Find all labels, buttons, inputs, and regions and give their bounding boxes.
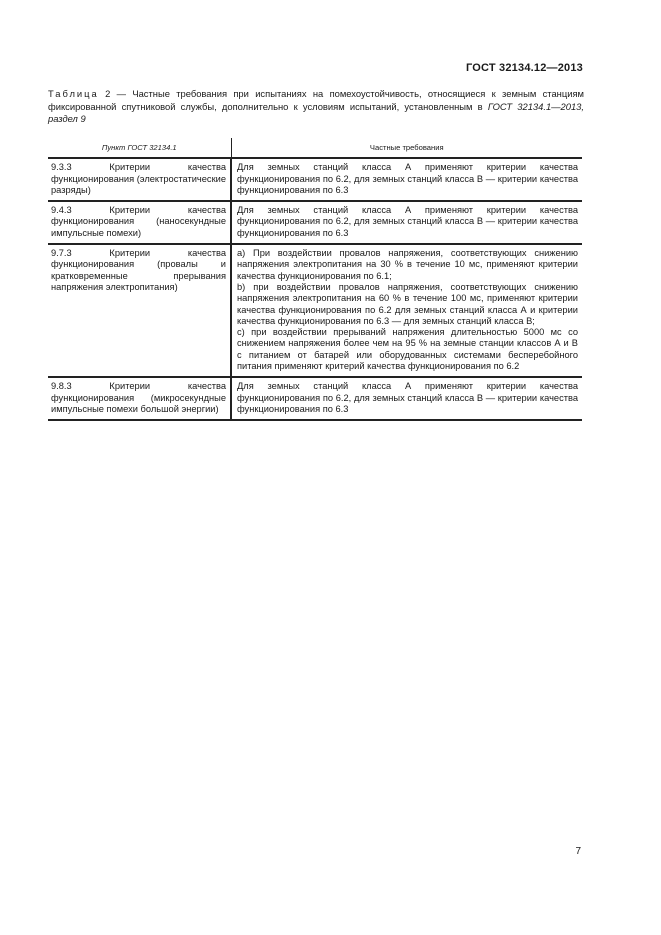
- requirement-item-b: b) при воздействии провалов напряжения, соответствующих снижению напряжения электропитания на 60 % в течение 100 мс, применяют критерии качества функционирования по 6.2 для земных станций класса А и критерии качества функционирования по 6.3 — для земных станций класса В;: [237, 281, 578, 326]
- table-row: [48, 158, 582, 201]
- requirement-text: Для земных станций класса А применяют критерии качества функционирования по 6.2, для земных станций класса В — критерии качества функционирования по 6.3: [237, 162, 578, 195]
- requirements-cell: [231, 201, 582, 244]
- clause-cell: 9.8.3 Критерии качества функционирования (микросекундные импульсные помехи большой энергии): [48, 377, 231, 420]
- table-row: [48, 377, 582, 420]
- clause-cell: 9.3.3 Критерии качества функционирования (электростатические разряды): [48, 158, 231, 201]
- column-header-clause-ref: ГОСТ 32134.1: [127, 143, 177, 152]
- column-header-requirements: Частные требования: [231, 138, 582, 158]
- requirement-item-a: а) При воздействии провалов напряжения, соответствующих снижению напряжения электропитания на 30 % в течение 10 мс, применяют критерии качества функционирования по 6.1;: [237, 248, 578, 281]
- table-row: [48, 201, 582, 244]
- table-caption-reference: ГОСТ 32134.1—2013, раздел 9: [48, 100, 585, 124]
- requirement-item-c: с) при воздействии прерываний напряжения длительностью 5000 мс со снижением напряжения более чем на 95 % на земные станции классов А и В с питанием от батарей или оборудованных системами бесперебойного питания применяют критерий качества функционирования по 6.2: [237, 327, 578, 372]
- table-caption-text: 2 — Частные требования при испытаниях на помехоустойчивость, относящиеся к земным станциям фиксированной спутниковой службы, дополнительно к условиям испытаний, установленным в: [48, 88, 584, 112]
- requirements-table: [48, 138, 582, 421]
- requirement-text: Для земных станций класса А применяют критерии качества функционирования по 6.2, для земных станций класса В — критерии качества функционирования по 6.3: [237, 381, 578, 414]
- column-header-clause-prefix: Пункт: [101, 143, 128, 152]
- clause-cell: 9.7.3 Критерии качества функционирования (провалы и кратковременные прерывания напряжения электропитания): [48, 244, 231, 377]
- table-caption: [48, 88, 584, 126]
- requirements-cell: [231, 244, 582, 377]
- page-number: 7: [575, 846, 581, 857]
- column-header-clause: [48, 138, 231, 158]
- table-row: [48, 244, 582, 377]
- requirements-cell: [231, 158, 582, 201]
- document-code: ГОСТ 32134.12—2013: [465, 62, 583, 74]
- requirements-cell: [231, 377, 582, 420]
- table-caption-label: Таблица: [48, 88, 99, 99]
- requirement-text: Для земных станций класса А применяют критерии качества функционирования по 6.2, для земных станций класса В — критерии качества функционирования по 6.3: [237, 205, 578, 238]
- clause-cell: 9.4.3 Критерии качества функционирования (наносекундные импульсные помехи): [48, 201, 231, 244]
- table-header-row: [48, 138, 582, 158]
